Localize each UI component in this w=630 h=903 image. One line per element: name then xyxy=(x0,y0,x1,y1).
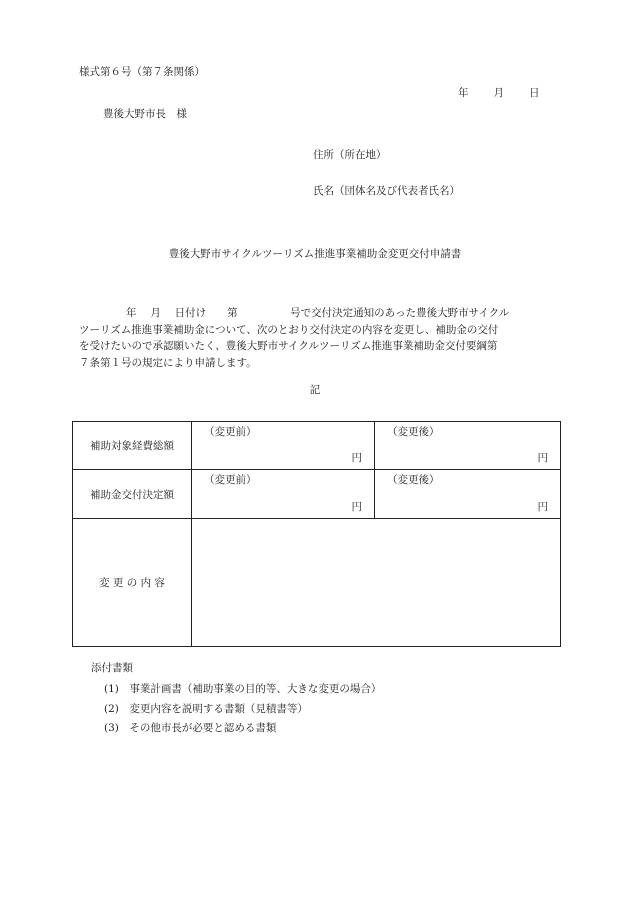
address-label: 住所（所在地） xyxy=(313,149,387,161)
attachments-heading: 添付書類 xyxy=(91,662,133,674)
table-row xyxy=(73,470,561,519)
date-day: 日 xyxy=(529,87,540,99)
before-cell[interactable] xyxy=(192,470,375,519)
addressee: 豊後大野市長 様 xyxy=(103,108,187,120)
body-line: ７条第１号の規定により申請します。 xyxy=(79,356,257,369)
name-label: 氏名（団体名及び代表者氏名） xyxy=(313,185,460,197)
yen-unit: 円 xyxy=(351,451,362,464)
content-cell[interactable] xyxy=(192,519,561,647)
after-label: （変更後） xyxy=(387,426,440,438)
note-heading: 記 xyxy=(309,384,321,396)
after-label: （変更後） xyxy=(387,474,440,486)
yen-unit: 円 xyxy=(351,500,362,513)
body-line: 年 月 日付け 第 号で交付決定通知のあった豊後大野市サイクル xyxy=(126,307,510,319)
before-label: （変更前） xyxy=(204,474,257,486)
date-year: 年 xyxy=(458,87,469,99)
attachment-item: (3) その他市長が必要と認める書類 xyxy=(104,722,277,734)
date-month: 月 xyxy=(493,87,504,99)
row-label: 補助金交付決定額 xyxy=(73,470,192,519)
table-row xyxy=(73,422,561,470)
yen-unit: 円 xyxy=(537,451,548,464)
yen-unit: 円 xyxy=(537,500,548,513)
date-line xyxy=(458,88,540,99)
after-cell[interactable] xyxy=(375,422,561,470)
attachment-item: (1) 事業計画書（補助事業の目的等、大きな変更の場合） xyxy=(104,683,382,695)
after-cell[interactable] xyxy=(375,470,561,519)
row-label: 補助対象経費総額 xyxy=(73,422,192,470)
attachment-item: (2) 変更内容を説明する書類（見積書等） xyxy=(104,703,308,715)
body-line: ツーリズム推進事業補助金について、次のとおり交付決定の内容を変更し、補助金の交付 xyxy=(79,323,499,336)
before-label: （変更前） xyxy=(204,426,257,438)
document-title: 豊後大野市サイクルツーリズム推進事業補助金変更交付申請書 xyxy=(168,248,462,260)
body-line: を受けたいので承認願いたく、豊後大野市サイクルツーリズム推進事業補助金交付要綱第 xyxy=(79,340,498,352)
table-row xyxy=(73,519,561,647)
change-table xyxy=(72,421,561,647)
form-number: 様式第６号（第７条関係） xyxy=(79,66,205,78)
before-cell[interactable] xyxy=(192,422,375,470)
body-paragraph xyxy=(79,305,559,371)
content-label: 変 更 の 内 容 xyxy=(73,519,192,647)
